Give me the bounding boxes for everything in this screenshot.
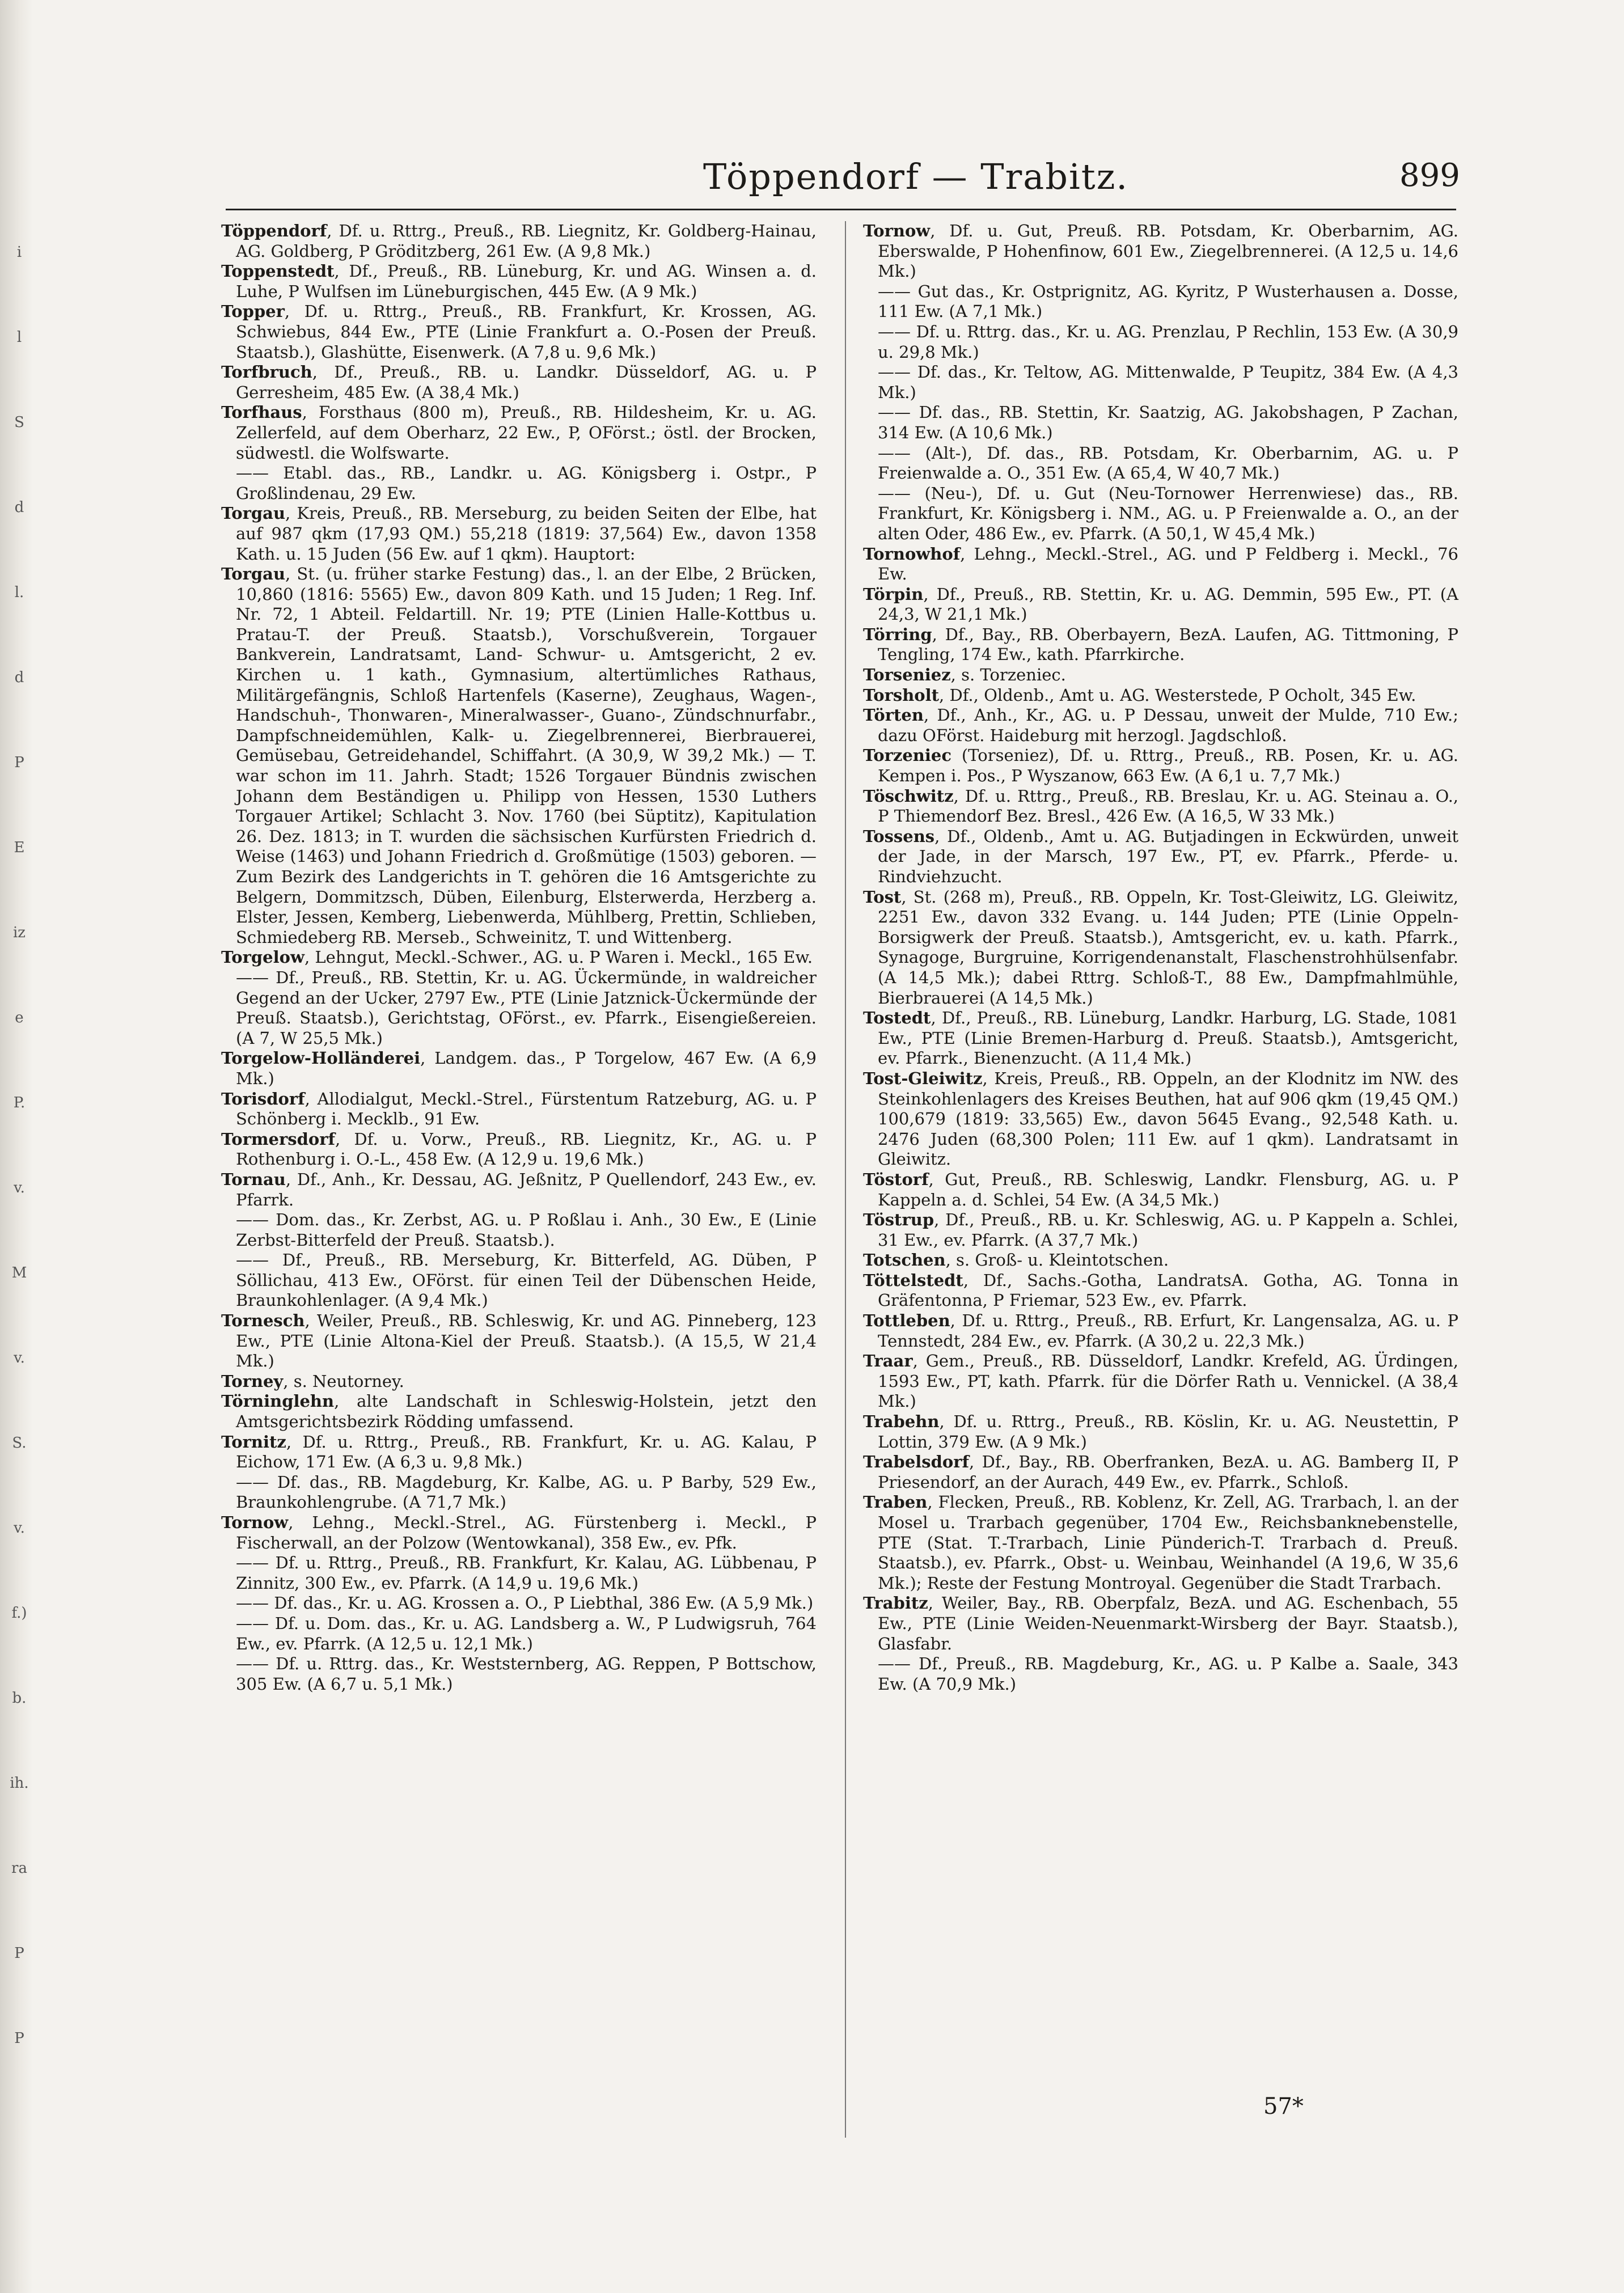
gazetteer-entry — [863, 1311, 1458, 1351]
entry-headword: Torisdorf — [221, 1089, 305, 1109]
margin-fragment: ih. — [10, 1775, 29, 1792]
margin-fragment: P — [14, 2030, 24, 2047]
gazetteer-entry — [221, 564, 817, 947]
gazetteer-entry — [863, 1008, 1458, 1069]
gazetteer-entry — [221, 1129, 817, 1170]
margin-fragment: P. — [13, 1094, 26, 1111]
gazetteer-entry — [221, 1170, 817, 1210]
running-title: Töppendorf — Trabitz. — [703, 156, 1129, 197]
gazetteer-entry — [221, 1372, 817, 1392]
entry-text: , s. Neutorney. — [283, 1371, 404, 1391]
entry-text: —— Df. das., RB. Stettin, Kr. Saatzig, AG. Jakobshagen, P Zachan, 314 Ew. (A 10,6 Mk.) — [878, 403, 1458, 442]
entry-text: , Df. u. Vorw., Preuß., RB. Liegnitz, Kr., AG. u. P Rothenburg i. O.-L., 458 Ew. (A 12,9 u. 19,6 Mk.) — [236, 1129, 817, 1169]
entry-headword: Totschen — [863, 1250, 946, 1270]
gazetteer-entry — [863, 887, 1458, 1009]
gazetteer-entry — [863, 362, 1458, 403]
entry-text: —— Df. das., Kr. Teltow, AG. Mittenwalde, P Teupitz, 384 Ew. (A 4,3 Mk.) — [878, 362, 1458, 402]
entry-text: , alte Landschaft in Schleswig-Holstein, jetzt den Amtsgerichtsbezirk Rödding umfassend. — [236, 1391, 817, 1432]
entry-text: , Lehng., Meckl.-Strel., AG. Fürstenberg i. Meckl., P Fischerwall, an der Polzow (Wentowkanal), 358 Ew., ev. Pfk. — [236, 1513, 817, 1552]
entry-headword: Torney — [221, 1371, 284, 1391]
entry-text: , Kreis, Preuß., RB. Oppeln, an der Klodnitz im NW. des Steinkohlenlagers des Kreises Beuthen, hat auf 906 qkm (19,45 QM.) 100,679 (1819: 33,565) Ew., davon 5645 Evang., 92,548 Kath. u. 2476 Juden (68,300 Polen; 111 Ew. auf 1 qkm). Landratsamt in Gleiwitz. — [878, 1068, 1458, 1169]
gazetteer-entry — [221, 1553, 817, 1593]
gazetteer-entry — [221, 463, 817, 504]
margin-fragment: d — [14, 669, 24, 686]
entry-headword: Tornow — [863, 221, 931, 240]
entry-text: , Df., Oldenb., Amt u. AG. Butjadingen in Eckwürden, unweit der Jade, in der Marsch, 197 Ew., PT, ev. Pfarrk., Pferde- u. Rindviehzucht. — [878, 826, 1458, 886]
gazetteer-entry — [863, 1654, 1458, 1694]
gazetteer-entry — [221, 947, 817, 968]
entry-headword: Torgelow — [221, 947, 304, 967]
right-column — [863, 221, 1458, 1694]
gazetteer-entry — [863, 746, 1458, 786]
entry-headword: Tornau — [221, 1169, 286, 1189]
margin-fragment: ra — [11, 1860, 27, 1877]
gazetteer-entry — [863, 705, 1458, 746]
entry-text: —— Df. u. Rttrg. das., Kr. Weststernberg, AG. Reppen, P Bottschow, 305 Ew. (A 6,7 u. 5,1 Mk.) — [236, 1654, 817, 1694]
gazetteer-entry — [221, 261, 817, 302]
gazetteer-entry — [863, 1412, 1458, 1452]
entry-text: , Df. u. Rttrg., Preuß., RB. Erfurt, Kr. Langensalza, AG. u. P Tennstedt, 284 Ew., ev. Pfarrk. (A 30,2 u. 22,3 Mk.) — [878, 1311, 1458, 1351]
gazetteer-entry — [863, 585, 1458, 625]
margin-fragment: b. — [12, 1690, 27, 1707]
page-header — [0, 156, 1624, 207]
margin-fragment: S. — [12, 1435, 27, 1452]
entry-text: —— Df. u. Dom. das., Kr. u. AG. Landsberg a. W., P Ludwigsruh, 764 Ew., ev. Pfarrk. (A 12,5 u. 12,1 Mk.) — [236, 1613, 817, 1653]
entry-headword: Törninglehn — [221, 1391, 335, 1411]
entry-text: , Df., Anh., Kr. Dessau, AG. Jeßnitz, P Quellendorf, 243 Ew., ev. Pfarrk. — [236, 1169, 817, 1209]
gazetteer-entry — [863, 786, 1458, 827]
margin-fragment: v. — [14, 1349, 25, 1367]
gazetteer-entry — [221, 1614, 817, 1654]
gazetteer-entry — [863, 221, 1458, 282]
entry-headword: Töstorf — [863, 1169, 929, 1189]
entry-text: , s. Torzeniec. — [950, 665, 1066, 685]
header-rule — [226, 209, 1456, 210]
entry-headword: Tornowhof — [863, 544, 961, 564]
entry-headword: Toppenstedt — [221, 261, 335, 281]
entry-text: , Df. u. Rttrg., Preuß., RB. Breslau, Kr. u. AG. Steinau a. O., P Thiemendorf Bez. Bresl., 426 Ew. (A 16,5, W 33 Mk.) — [878, 786, 1458, 826]
gazetteer-entry — [221, 221, 817, 261]
entry-text: , Df., Oldenb., Amt u. AG. Westerstede, P Ocholt, 345 Ew. — [939, 685, 1416, 705]
signature-mark: 57* — [1263, 2093, 1304, 2119]
margin-fragment: iz — [12, 924, 26, 941]
margin-fragment: M — [11, 1264, 27, 1281]
entry-text: , Df., Bay., RB. Oberbayern, BezA. Laufen, AG. Tittmoning, P Tengling, 174 Ew., kath. Pfarrkirche. — [878, 624, 1458, 665]
entry-text: , Df. u. Rttrg., Preuß., RB. Köslin, Kr. u. AG. Neustettin, P Lottin, 379 Ew. (A 9 Mk.) — [878, 1412, 1458, 1452]
entry-headword: Traben — [863, 1492, 928, 1512]
entry-headword: Torseniez — [863, 665, 951, 685]
entry-headword: Traar — [863, 1351, 913, 1371]
entry-text: —— Df. das., Kr. u. AG. Krossen a. O., P Liebthal, 386 Ew. (A 5,9 Mk.) — [236, 1593, 814, 1613]
gazetteer-entry — [221, 403, 817, 463]
gazetteer-entry — [863, 1593, 1458, 1654]
entry-headword: Trabitz — [863, 1593, 928, 1613]
entry-headword: Torgau — [221, 504, 286, 523]
gazetteer-entry — [863, 443, 1458, 484]
entry-headword: Topper — [221, 302, 285, 321]
entry-text: , Lehngut, Meckl.-Schwer., AG. u. P Waren i. Meckl., 165 Ew. — [304, 947, 813, 967]
gazetteer-entry — [863, 544, 1458, 585]
gazetteer-entry — [221, 1593, 817, 1614]
entry-headword: Torsholt — [863, 685, 940, 705]
entry-headword: Törring — [863, 624, 932, 644]
entry-headword: Töschwitz — [863, 786, 954, 806]
entry-text: , Forsthaus (800 m), Preuß., RB. Hildesheim, Kr. u. AG. Zellerfeld, auf dem Oberharz, 22 Ew., P, OFörst.; östl. der Brocken, südwestl. die Wolfswarte. — [236, 403, 817, 463]
entry-text: , Df., Preuß., RB. u. Landkr. Düsseldorf, AG. u. P Gerresheim, 485 Ew. (A 38,4 Mk.) — [236, 362, 817, 402]
entry-text: —— Df., Preuß., RB. Stettin, Kr. u. AG. Ückermünde, in waldreicher Gegend an der Ucker, 2797 Ew., PTE (Linie Jatznick-Ückermünde der Preuß. Staatsb.), Gerichtstag, OFörst., ev. Pfarrk., Eisengießereien. (A 7, W 25,5 Mk.) — [236, 967, 817, 1048]
entry-text: —— (Alt-), Df. das., RB. Potsdam, Kr. Oberbarnim, AG. u. P Freienwalde a. O., 351 Ew. (A 65,4, W 40,7 Mk.) — [878, 443, 1458, 483]
entry-text: (Torseniez), Df. u. Rttrg., Preuß., RB. Posen, Kr. u. AG. Kempen i. Pos., P Wyszanow, 663 Ew. (A 6,1 u. 7,7 Mk.) — [878, 746, 1458, 786]
margin-fragment: e — [15, 1009, 24, 1026]
gazetteer-entry — [863, 1069, 1458, 1170]
gazetteer-entry — [221, 1089, 817, 1129]
left-margin-bleedthrough — [8, 0, 31, 2293]
entry-headword: Torgelow-Holländerei — [221, 1048, 421, 1068]
gazetteer-entry — [221, 1513, 817, 1553]
entry-text: , Kreis, Preuß., RB. Merseburg, zu beiden Seiten der Elbe, hat auf 987 qkm (17,93 QM.) 55,218 (1819: 37,564) Ew., davon 1358 Kath. u. 15 Juden (56 Ew. auf 1 qkm). Hauptort: — [236, 504, 817, 564]
gazetteer-entry — [221, 968, 817, 1048]
margin-fragment: E — [14, 839, 25, 856]
entry-headword: Tottleben — [863, 1311, 950, 1331]
gazetteer-entry — [221, 1048, 817, 1089]
margin-fragment: l. — [14, 584, 24, 601]
entry-text: , Df., Preuß., RB. Stettin, Kr. u. AG. Demmin, 595 Ew., PT. (A 24,3, W 21,1 Mk.) — [878, 584, 1458, 624]
entry-headword: Tornow — [221, 1513, 289, 1532]
entry-text: , Df., Anh., Kr., AG. u. P Dessau, unweit der Mulde, 710 Ew.; dazu OFörst. Haideburg mit herzogl. Jagdschloß. — [878, 705, 1458, 745]
gazetteer-entry — [221, 1391, 817, 1432]
gazetteer-entry — [863, 1351, 1458, 1412]
entry-text: , St. (u. früher starke Festung) das., l. an der Elbe, 2 Brücken, 10,860 (1816: 5565) Ew., davon 809 Kath. und 15 Juden; 1 Reg. Inf. Nr. 72, 1 Abteil. Feldartill. Nr. 19; PTE (Linien Halle-Kottbus u. Pratau-T. der Preuß. Staatsb.), Vorschußverein, Torgauer Bankverein, Landratsamt, Land- Schwur- u. Amtsgericht, 2 ev. Kirchen u. 1 kath., Gymnasium, altertümliches Rathaus, Militärgefängnis, Schloß Hartenfels (Kaserne), Zeughaus, Wagen-, Handschuh-, Thonwaren-, Mineralwasser-, Guano-, Zündschnurfabr., Dampfschneidemühlen, Kalk- u. Ziegelbrennerei, Bierbrauerei, Gemüsebau, Getreidehandel, Schiffahrt. (A 30,9, W 39,2 Mk.) — T. war schon im 11. Jahrh. Stadt; 1526 Torgauer Bündnis zwischen Johann dem Beständigen u. Philipp von Hessen, 1530 Luthers Torgauer Artikel; Schlacht 3. Nov. 1760 (bei Süptitz), Kapitulation 26. Dez. 1813; in T. wurden die sächsischen Kurfürsten Friedrich d. Weise (1463) und Johann Friedrich d. Großmütige (1503) geboren. — Zum Bezirk des Landgerichts in T. gehören die 16 Amtsgerichte zu Belgern, Dommitzsch, Düben, Eilenburg, Elsterwerda, Herzberg a. Elster, Jessen, Kemberg, Liebenwerda, Mühlberg, Prettin, Schlieben, Schmiedeberg RB. Merseb., Schweinitz, T. und Wittenberg. — [236, 564, 817, 947]
gazetteer-entry — [221, 1432, 817, 1473]
entry-headword: Tostedt — [863, 1008, 931, 1028]
entry-text: , Flecken, Preuß., RB. Koblenz, Kr. Zell, AG. Trarbach, l. an der Mosel u. Trarbach gegenüber, 1704 Ew., Reichsbanknebenstelle, PTE (Stat. T.-Trarbach, Linie Pünderich-T. Trarbach d. Preuß. Staatsb.), ev. Pfarrk., Obst- u. Weinbau, Weinhandel (A 19,6, W 35,6 Mk.); Reste der Festung Montroyal. Gegenüber die Stadt Trarbach. — [878, 1492, 1458, 1593]
margin-fragment: d — [14, 499, 24, 516]
entry-text: —— Df., Preuß., RB. Magdeburg, Kr., AG. u. P Kalbe a. Saale, 343 Ew. (A 70,9 Mk.) — [878, 1654, 1458, 1694]
entry-text: —— (Neu-), Df. u. Gut (Neu-Tornower Herrenwiese) das., RB. Frankfurt, Kr. Königsberg i. NM., AG. u. P Freienwalde a. O., an der alten Oder, 486 Ew., ev. Pfarrk. (A 50,1, W 45,4 Mk.) — [878, 483, 1458, 543]
entry-text: , Gem., Preuß., RB. Düsseldorf, Landkr. Krefeld, AG. Ürdingen, 1593 Ew., PT, kath. Pfarrk. für die Dörfer Rath u. Vennickel. (A 38,4 Mk.) — [878, 1351, 1458, 1411]
entry-text: , Df., Preuß., RB. Lüneburg, Landkr. Harburg, LG. Stade, 1081 Ew., PTE (Linie Bremen-Harburg d. Preuß. Staatsb.), Amtsgericht, ev. Pfarrk., Bienenzucht. (A 11,4 Mk.) — [878, 1008, 1458, 1068]
entry-text: —— Df. u. Rttrg. das., Kr. u. AG. Prenzlau, P Rechlin, 153 Ew. (A 30,9 u. 29,8 Mk.) — [878, 321, 1458, 362]
entry-text: , Lehng., Meckl.-Strel., AG. und P Feldberg i. Meckl., 76 Ew. — [878, 544, 1458, 584]
entry-text: , Df. u. Rttrg., Preuß., RB. Liegnitz, Kr. Goldberg-Hainau, AG. Goldberg, P Gröditzberg, 261 Ew. (A 9,8 Mk.) — [236, 221, 817, 261]
entry-headword: Tormersdorf — [221, 1129, 335, 1149]
margin-fragment: S — [14, 414, 24, 431]
margin-fragment: f.) — [11, 1605, 27, 1622]
gazetteer-entry — [863, 1250, 1458, 1271]
gazetteer-entry — [221, 1250, 817, 1311]
gazetteer-entry — [221, 504, 817, 564]
entry-text: , Allodialgut, Meckl.-Strel., Fürstentum Ratzeburg, AG. u. P Schönberg i. Mecklb., 91 Ew. — [236, 1089, 817, 1129]
gazetteer-entry — [863, 322, 1458, 362]
gazetteer-entry — [863, 282, 1458, 322]
entry-headword: Töttelstedt — [863, 1270, 963, 1290]
gazetteer-entry — [221, 1311, 817, 1372]
gazetteer-entry — [863, 1271, 1458, 1311]
gazetteer-entry — [863, 1492, 1458, 1593]
entry-text: —— Df. das., RB. Magdeburg, Kr. Kalbe, AG. u. P Barby, 529 Ew., Braunkohlengrube. (A 71,7 Mk.) — [236, 1472, 817, 1512]
entry-text: , Df. u. Rttrg., Preuß., RB. Frankfurt, Kr. Krossen, AG. Schwiebus, 844 Ew., PTE (Linie Frankfurt a. O.-Posen der Preuß. Staatsb.), Glashütte, Eisenwerk. (A 7,8 u. 9,6 Mk.) — [236, 302, 817, 362]
entry-headword: Tornesch — [221, 1311, 305, 1331]
entry-text: , Df., Sachs.-Gotha, LandratsA. Gotha, AG. Tonna in Gräfentonna, P Friemar, 523 Ew., ev. Pfarrk. — [878, 1270, 1458, 1310]
entry-text: , Gut, Preuß., RB. Schleswig, Landkr. Flensburg, AG. u. P Kappeln a. d. Schlei, 54 Ew. (A 34,5 Mk.) — [878, 1169, 1458, 1209]
entry-text: , Df., Preuß., RB. Lüneburg, Kr. und AG. Winsen a. d. Luhe, P Wulfsen im Lüneburgischen, 445 Ew. (A 9 Mk.) — [236, 261, 817, 301]
entry-headword: Torgau — [221, 564, 286, 584]
entry-headword: Töstrup — [863, 1210, 934, 1230]
entry-text: —— Etabl. das., RB., Landkr. u. AG. Königsberg i. Ostpr., P Großlindenau, 29 Ew. — [236, 463, 817, 503]
gazetteer-entry — [863, 403, 1458, 443]
gazetteer-entry — [863, 827, 1458, 887]
entry-headword: Tost-Gleiwitz — [863, 1068, 983, 1088]
gazetteer-entry — [221, 1473, 817, 1513]
gazetteer-entry — [863, 686, 1458, 706]
entry-text: —— Dom. das., Kr. Zerbst, AG. u. P Roßlau i. Anh., 30 Ew., E (Linie Zerbst-Bitterfeld der Preuß. Staatsb.). — [236, 1210, 817, 1250]
margin-fragment: v. — [14, 1179, 25, 1196]
entry-text: , Df. u. Gut, Preuß. RB. Potsdam, Kr. Oberbarnim, AG. Eberswalde, P Hohenfinow, 601 Ew., Ziegelbrennerei. (A 12,5 u. 14,6 Mk.) — [878, 221, 1458, 281]
gazetteer-entry — [863, 625, 1458, 665]
entry-headword: Törten — [863, 705, 924, 725]
entry-text: , s. Groß- u. Kleintotschen. — [945, 1250, 1169, 1270]
margin-fragment: v. — [14, 1520, 25, 1537]
entry-headword: Tornitz — [221, 1432, 286, 1452]
entry-text: , Landgem. das., P Torgelow, 467 Ew. (A 6,9 Mk.) — [236, 1048, 817, 1088]
gazetteer-entry — [863, 665, 1458, 686]
page-number: 899 — [1399, 157, 1460, 194]
entry-headword: Töppendorf — [221, 221, 327, 240]
entry-headword: Tossens — [863, 826, 935, 846]
gazetteer-entry — [863, 1210, 1458, 1250]
entry-headword: Trabehn — [863, 1412, 940, 1432]
entry-headword: Torfhaus — [221, 403, 302, 422]
entry-headword: Torfbruch — [221, 362, 312, 382]
entry-text: , Df. u. Rttrg., Preuß., RB. Frankfurt, Kr. u. AG. Kalau, P Eichow, 171 Ew. (A 6,3 u. 9,8 Mk.) — [236, 1432, 817, 1472]
entry-text: , Df., Preuß., RB. u. Kr. Schleswig, AG. u. P Kappeln a. Schlei, 31 Ew., ev. Pfarrk. (A 37,7 Mk.) — [878, 1210, 1458, 1250]
entry-headword: Törpin — [863, 584, 924, 604]
entry-text: —— Gut das., Kr. Ostprignitz, AG. Kyritz, P Wusterhausen a. Dosse, 111 Ew. (A 7,1 Mk.) — [878, 281, 1458, 321]
margin-fragment: P — [14, 1945, 24, 1962]
gazetteer-entry — [221, 362, 817, 403]
entry-text: , Weiler, Bay., RB. Oberpfalz, BezA. und AG. Eschenbach, 55 Ew., PTE (Linie Weiden-Neuenmarkt-Wirsberg der Bayr. Staatsb.), Glasfabr. — [878, 1593, 1458, 1653]
column-divider — [845, 221, 846, 2138]
entry-headword: Tost — [863, 887, 902, 907]
gazetteer-entry — [863, 1170, 1458, 1210]
entry-text: , Df., Bay., RB. Oberfranken, BezA. u. AG. Bamberg II, P Priesendorf, an der Aurach, 449 Ew., ev. Pfarrk., Schloß. — [878, 1452, 1458, 1492]
entry-headword: Trabelsdorf — [863, 1452, 969, 1472]
margin-fragment: l — [16, 329, 22, 346]
margin-fragment: P — [14, 754, 24, 771]
gazetteer-entry — [863, 1452, 1458, 1492]
entry-text: , Weiler, Preuß., RB. Schleswig, Kr. und AG. Pinneberg, 123 Ew., PTE (Linie Altona-Kiel der Preuß. Staatsb.). (A 15,5, W 21,4 Mk.) — [236, 1311, 817, 1371]
entry-headword: Torzeniec — [863, 746, 952, 765]
margin-fragment: i — [16, 244, 22, 261]
gazetteer-entry — [221, 1210, 817, 1250]
gazetteer-entry — [863, 484, 1458, 544]
gazetteer-entry — [221, 1654, 817, 1694]
entry-text: , St. (268 m), Preuß., RB. Oppeln, Kr. Tost-Gleiwitz, LG. Gleiwitz, 2251 Ew., davon 332 Evang. u. 144 Juden; PTE (Linie Oppeln-Borsigwerk der Preuß. Staatsb.), Amtsgericht, ev. u. kath. Pfarrk., Synagoge, Burgruine, Korrigendenanstalt, Flaschenstrohhülsenfabr. (A 14,5 Mk.); dabei Rttrg. Schloß-T., 88 Ew., Dampfmahlmühle, Bierbrauerei (A 14,5 Mk.) — [878, 887, 1458, 1008]
entry-text: —— Df. u. Rttrg., Preuß., RB. Frankfurt, Kr. Kalau, AG. Lübbenau, P Zinnitz, 300 Ew., ev. Pfarrk. (A 14,9 u. 19,6 Mk.) — [236, 1553, 817, 1593]
left-column — [221, 221, 817, 1694]
gazetteer-entry — [221, 302, 817, 362]
entry-text: —— Df., Preuß., RB. Merseburg, Kr. Bitterfeld, AG. Düben, P Söllichau, 413 Ew., OFörst. für einen Teil der Dübenschen Heide, Braunkohlenlager. (A 9,4 Mk.) — [236, 1250, 817, 1310]
